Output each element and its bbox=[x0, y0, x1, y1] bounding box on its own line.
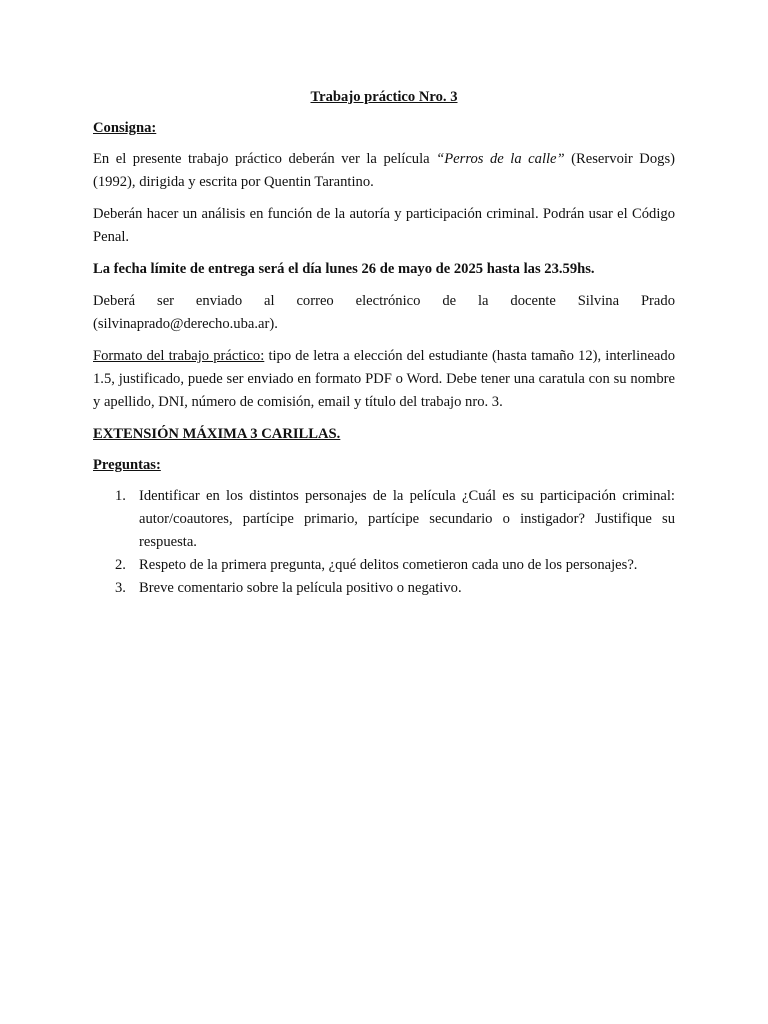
list-item-text: Identificar en los distintos personajes de la película ¿Cuál es su participación criminal: autor/coautores, partícipe primario, partícipe secundario o instigador? Justifique su respuesta. bbox=[139, 488, 675, 550]
consigna-heading: Consigna: bbox=[93, 120, 157, 136]
questions-list bbox=[93, 485, 675, 600]
paragraph-film-before: En el presente trabajo práctico deberán ver la película bbox=[93, 151, 437, 167]
film-title: “Perros de la calle” bbox=[436, 151, 565, 167]
preguntas-heading: Preguntas: bbox=[93, 457, 161, 473]
list-item-number: 3. bbox=[115, 580, 126, 596]
list-item-text: Breve comentario sobre la película positivo o negativo. bbox=[139, 580, 462, 596]
paragraph-film bbox=[93, 148, 675, 194]
paragraph-analysis: Deberán hacer un análisis en función de la autoría y participación criminal. Podrán usar el Código Penal. bbox=[93, 206, 675, 245]
paragraph-film-after: (Reservoir Dogs) (1992), dirigida y escrita por Quentin Tarantino. bbox=[93, 151, 675, 190]
list-item-number: 2. bbox=[115, 557, 126, 573]
paragraph-deadline: La fecha límite de entrega será el día lunes 26 de mayo de 2025 hasta las 23.59hs. bbox=[93, 261, 595, 277]
list-item-number: 1. bbox=[115, 488, 126, 504]
paragraph-format bbox=[93, 345, 675, 414]
format-label: Formato del trabajo práctico: bbox=[93, 348, 265, 364]
format-text: tipo de letra a elección del estudiante (hasta tamaño 12), interlineado 1.5, justificado, puede ser enviado en formato PDF o Word. Debe tener una caratula con su nombre y apellido, DNI, número de comisión, email y título del trabajo nro. 3. bbox=[93, 348, 675, 410]
document-page bbox=[93, 86, 675, 600]
document-title: Trabajo práctico Nro. 3 bbox=[310, 89, 458, 105]
list-item bbox=[93, 577, 675, 600]
paragraph-email: Deberá ser enviado al correo electrónico de la docente Silvina Prado (silvinaprado@derecho.uba.ar). bbox=[93, 293, 675, 332]
list-item bbox=[93, 554, 675, 577]
extension-heading: EXTENSIÓN MÁXIMA 3 CARILLAS. bbox=[93, 426, 341, 442]
list-item-text: Respeto de la primera pregunta, ¿qué delitos cometieron cada uno de los personajes?. bbox=[139, 557, 638, 573]
list-item bbox=[93, 485, 675, 554]
